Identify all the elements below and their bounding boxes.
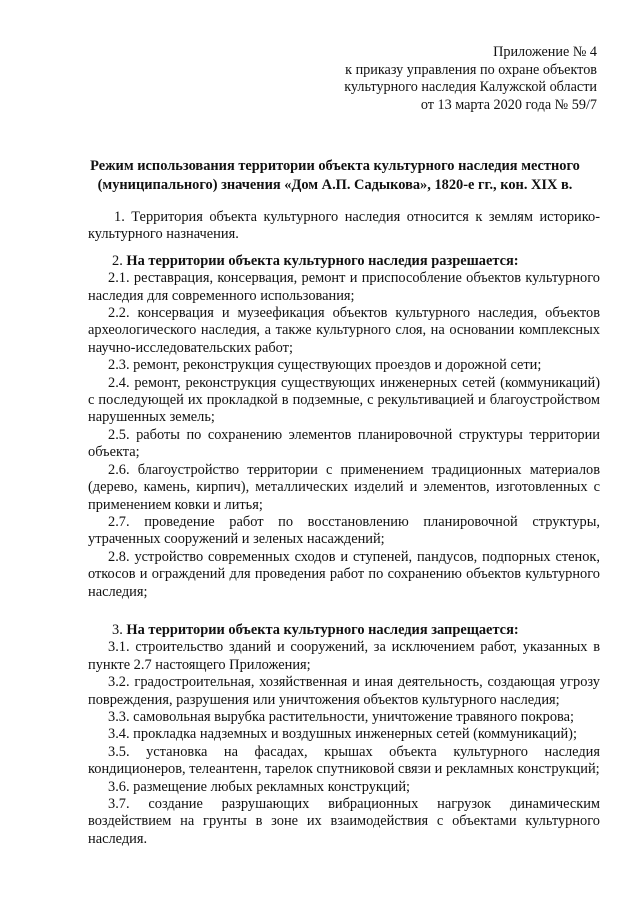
section-3-heading — [88, 622, 600, 639]
list-item: 3.5. установка на фасадах, крышах объекта культурного наследия кондиционеров, телеантенн, тарелок спутниковой связи и рекламных конструкций; — [88, 743, 600, 778]
appendix-line: культурного наследия Калужской области — [344, 79, 597, 96]
section-2-heading-text: На территории объекта культурного наследия разрешается: — [126, 252, 519, 269]
section-2-number: 2. — [112, 252, 123, 269]
list-item: 2.5. работы по сохранению элементов планировочной структуры территории объекта; — [88, 426, 600, 461]
section-3-number: 3. — [112, 621, 123, 638]
list-item: 3.7. создание разрушающих вибрационных нагрузок динамическим воздействием на грунты в зоне их взаимодействия с объектами культурного наследия. — [88, 796, 600, 847]
title-line: (муниципального) значения «Дом А.П. Садыкова», 1820-е гг., кон. XIX в. — [97, 177, 573, 193]
list-item: 3.2. градостроительная, хозяйственная и иная деятельность, создающая угрозу повреждения, разрушения или уничтожения объектов культурного наследия; — [88, 674, 600, 708]
list-item: 2.2. консервация и музеефикация объектов культурного наследия, объектов археологического наследия, а также культурного слоя, на основании комплексных научно-исследовательских работ; — [88, 305, 600, 356]
document-body — [88, 209, 600, 848]
section-1-text: 1. Территория объекта культурного наследия относится к землям историко-культурного назначения. — [88, 209, 600, 243]
list-item: 3.6. размещение любых рекламных конструкций; — [108, 778, 411, 795]
list-item: 3.3. самовольная вырубка растительности, уничтожение травяного покрова; — [108, 708, 575, 725]
appendix-line: от 13 марта 2020 года № 59/7 — [420, 96, 597, 113]
appendix-line: к приказу управления по охране объектов — [345, 61, 597, 78]
list-item: 2.6. благоустройство территории с применением традиционных материалов (дерево, камень, кирпич), металлических изделий и элементов, изготовленных с применением ковки и литья; — [88, 461, 600, 513]
list-item: 2.3. ремонт, реконструкция существующих проездов и дорожной сети; — [108, 357, 542, 374]
list-item: 2.7. проведение работ по восстановлению планировочной структуры, утраченных сооружений и зеленых насаждений; — [88, 513, 600, 548]
appendix-header — [344, 44, 597, 114]
appendix-line: Приложение № 4 — [493, 44, 597, 60]
title-line: Режим использования территории объекта культурного наследия местного — [90, 158, 580, 174]
document-title — [70, 157, 600, 195]
section-3-heading-text: На территории объекта культурного наследия запрещается: — [126, 621, 519, 638]
list-item: 2.1. реставрация, консервация, ремонт и приспособление объектов культурного наследия для современного использования; — [88, 270, 600, 304]
list-item: 2.8. устройство современных сходов и ступеней, пандусов, подпорных стенок, откосов и ограждений для проведения работ по сохранению объектов культурного наследия; — [88, 548, 600, 600]
list-item: 3.1. строительство зданий и сооружений, за исключением работ, указанных в пункте 2.7 настоящего Приложения; — [88, 639, 600, 673]
list-item: 2.4. ремонт, реконструкция существующих инженерных сетей (коммуникаций) с последующей их прокладкой в подземные, с рекультивацией и благоустройством нарушенных земель; — [88, 374, 600, 426]
section-2-heading — [88, 253, 600, 270]
list-item: 3.4. прокладка надземных и воздушных инженерных сетей (коммуникаций); — [108, 726, 577, 743]
